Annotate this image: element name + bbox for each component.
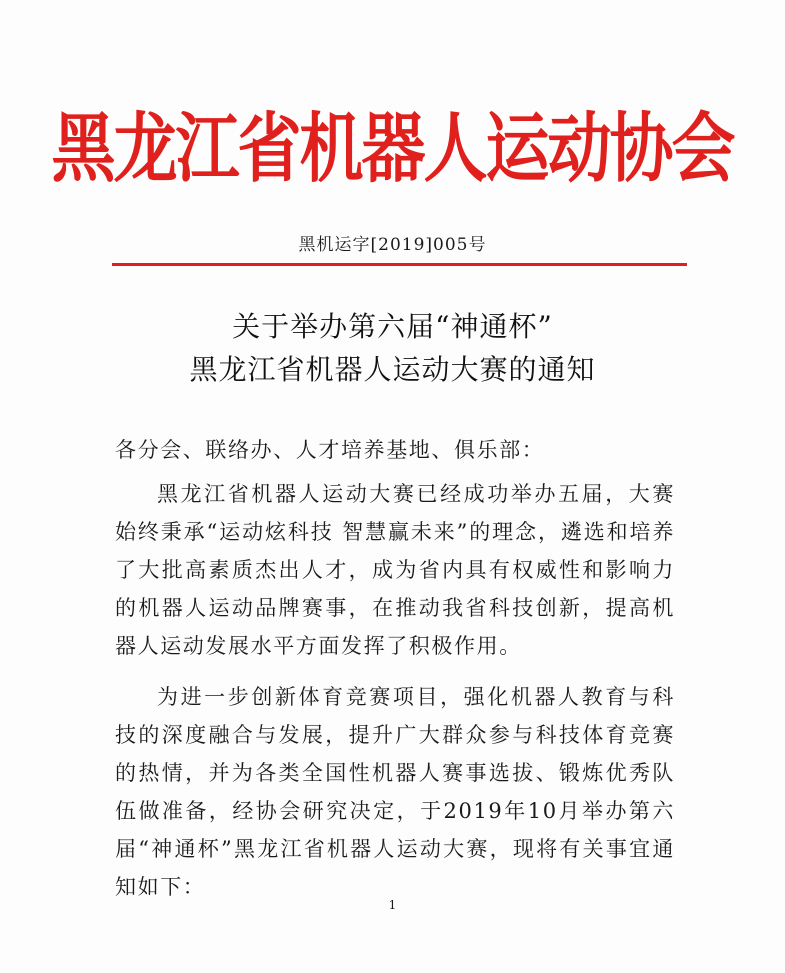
page-number: 1 <box>388 898 397 912</box>
notice-title-line-2: 黑龙江省机器人运动大赛的通知 <box>189 353 596 386</box>
org-header-title: 黑龙江省机器人运动协会 <box>51 106 734 194</box>
paragraph-text: 为进一步创新体育竞赛项目，强化机器人教育与科技的深度融合与发展，提升广大群众参与科技体育竞赛的热情，并为各类全国性机器人赛事选拔、锻炼优秀队伍做准备，经协会研究决定，于2019年10月举办第六届“神通杯”黑龙江省机器人运动大赛，现将有关事宜通知如下： <box>115 685 675 899</box>
document-number: 黑机运字[2019]005号 <box>298 235 487 255</box>
paragraph-text: 黑龙江省机器人运动大赛已经成功举办五届，大赛始终秉承“运动炫科技 智慧赢未来”的理念，遴选和培养了大批高素质杰出人才，成为省内具有权威性和影响力的机器人运动品牌赛事，在推动我省科技创新，提高机器人运动发展水平方面发挥了积极作用。 <box>115 482 675 658</box>
notice-title-line-1: 关于举办第六届“神通杯” <box>232 310 553 343</box>
header-red-divider <box>112 263 687 266</box>
body-paragraph-1 <box>115 475 675 665</box>
body-paragraph-2 <box>115 678 675 906</box>
salutation: 各分会、联络办、人才培养基地、俱乐部： <box>115 438 545 462</box>
